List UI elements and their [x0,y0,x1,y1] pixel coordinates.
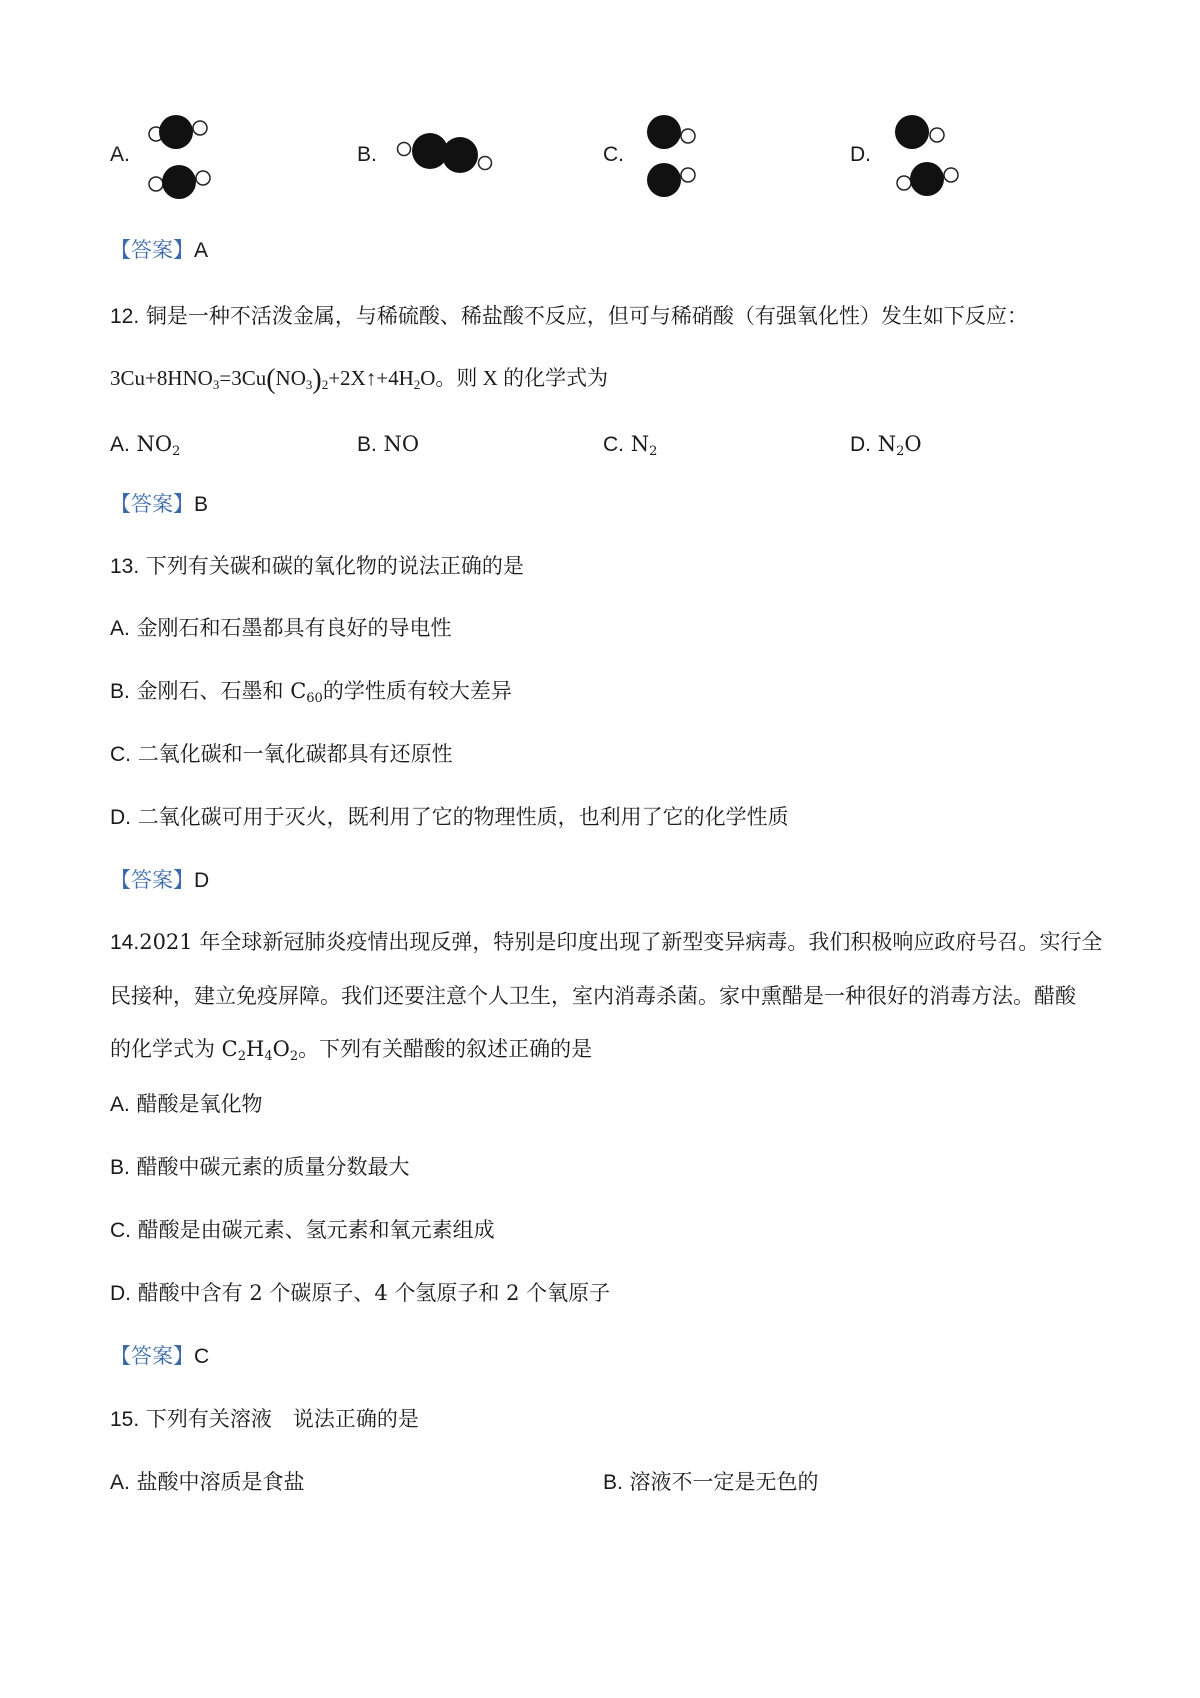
answer-tag: 【答案】 [110,238,194,262]
q13-option-d: D. 二氧化碳可用于灭火，既利用了它的物理性质，也利用了它的化学性质 [110,805,789,829]
answer-tag: 【答案】 [110,492,194,516]
q12-equation: $3Cu+8HNO_3=3Cu(NO_3)_2+2X↑+4H_2O$。则 X 的化学式为 [110,364,609,395]
question-number: 12. [110,305,140,328]
q14-stem-line-2: 民接种，建立免疫屏障。我们还要注意个人卫生，室内消毒杀菌。家中熏醋是一种很好的消毒方法。醋酸 [110,984,1076,1008]
question-text: 铜是一种不活泼金属，与稀硫酸、稀盐酸不反应，但可与稀硝酸（有强氧化性）发生如下反应： [145,304,1028,328]
q11-answer [110,236,208,265]
question-number: 15. [110,1408,140,1431]
q12-options [0,430,1200,460]
answer-value: C [194,1345,210,1368]
molecule-b-icon [396,125,496,180]
molecule-a-icon [146,105,216,200]
question-number: 13. [110,555,140,578]
answer-value: B [194,493,209,516]
q11-option-d-label: D. [850,143,871,166]
q12-option-b: B. NO [357,432,420,456]
q12-option-d: D. $N_2O$ [850,432,922,459]
q13-stem [110,552,524,581]
q14-stem-line-1: 14.2021 年全球新冠肺炎疫情出现反弹，特别是印度出现了新型变异病毒。我们积极响应政府号召。实行全 [110,930,1103,954]
q13-option-c: C. 二氧化碳和一氧化碳都具有还原性 [110,742,453,766]
answer-value: A [194,239,209,262]
q11-option-b-label: B. [357,143,377,166]
q13-answer [110,866,209,895]
answer-tag: 【答案】 [110,868,194,892]
q12-answer [110,490,208,519]
q15-stem [110,1405,419,1434]
q15-option-a: A. 盐酸中溶质是食盐 [110,1470,305,1494]
q14-answer [110,1342,209,1371]
q11-option-c-label: C. [603,143,624,166]
q12-option-c: C. $N_2$ [603,432,658,459]
molecule-c-icon [640,105,710,200]
q11-option-a-label: A. [110,143,130,166]
question-text: 下列有关碳和碳的氧化物的说法正确的是 [145,554,524,578]
q15-options [0,1468,1200,1498]
q12-stem [110,302,1028,331]
q14-stem-line-3: 的化学式为 $C_2H_4O_2$。下列有关醋酸的叙述正确的是 [110,1037,593,1064]
q13-option-a: A. 金刚石和石墨都具有良好的导电性 [110,616,452,640]
q14-option-d: D. 醋酸中含有 2 个碳原子、4 个氢原子和 2 个氧原子 [110,1281,611,1305]
q12-option-a: A. $NO_2$ [110,432,181,459]
q14-option-c: C. 醋酸是由碳元素、氢元素和氧元素组成 [110,1218,495,1242]
question-number: 14. [110,931,140,954]
answer-value: D [194,869,210,892]
molecule-d-icon [886,105,966,200]
q14-option-b: B. 醋酸中碳元素的质量分数最大 [110,1155,410,1179]
q13-option-b: B. 金刚石、石墨和 $C_{60}$的学性质有较大差异 [110,679,512,706]
question-text: 下列有关溶液 说法正确的是 [145,1407,419,1431]
q11-options [0,105,1200,200]
q14-option-a: A. 醋酸是氧化物 [110,1092,263,1116]
answer-tag: 【答案】 [110,1344,194,1368]
q15-option-b: B. 溶液不一定是无色的 [603,1470,819,1494]
